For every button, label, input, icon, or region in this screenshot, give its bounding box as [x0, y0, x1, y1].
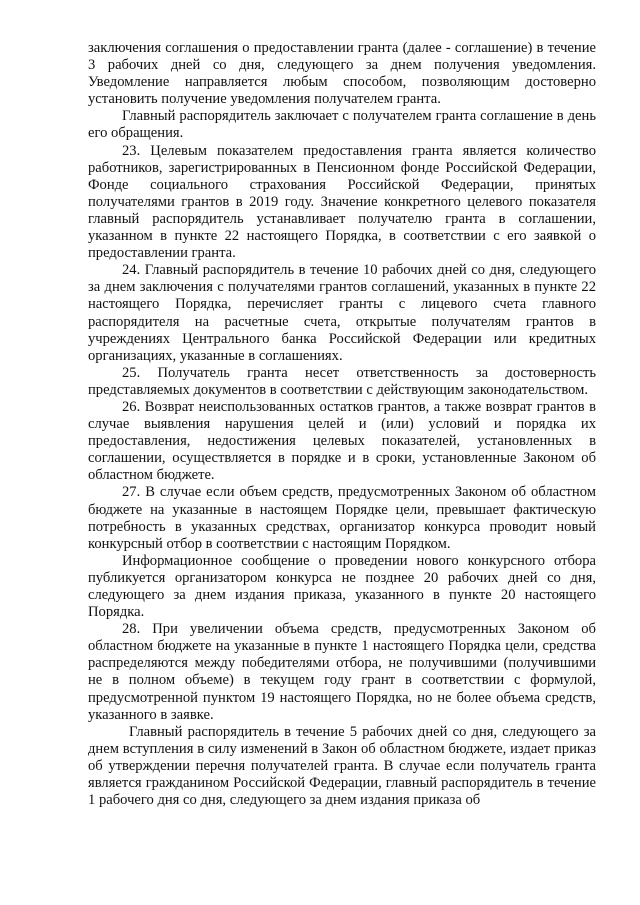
document-page — [88, 40, 596, 809]
paragraph-order-approval: Главный распорядитель в течение 5 рабочих дней со дня, следующего за днем вступления в силу изменений в Закон об областном бюджете, издает приказ об утверждении перечня получателей гранта. В случае если получатель гранта является гражданином Российской Федерации, главный распорядитель в течение 1 рабочего дня со дня, следующего за днем издания приказа об — [88, 723, 596, 809]
paragraph-item-27: 27. В случае если объем средств, предусмотренных Законом об областном бюджете на указанные в настоящем Порядке цели, превышает фактическую потребность в указанных средствах, организатор конкурса проводит новый конкурсный отбор в соответствии с настоящим Порядком. — [88, 484, 596, 552]
paragraph-agreement-conclusion: Главный распорядитель заключает с получателем гранта соглашение в день его обращения. — [88, 108, 596, 142]
paragraph-item-26: 26. Возврат неиспользованных остатков грантов, а также возврат грантов в случае выявления нарушения целей и (или) условий и порядка их предоставления, недостижения целевых показателей, установленных в соглашении, осуществляется в порядке и в сроки, установленные Законом об областном бюджете. — [88, 398, 596, 484]
paragraph-information-notice: Информационное сообщение о проведении нового конкурсного отбора публикуется организатором конкурса не позднее 20 рабочих дней со дня, следующего за днем издания приказа, указанного в пункте 20 настоящего Порядка. — [88, 552, 596, 621]
paragraph-item-23: 23. Целевым показателем предоставления гранта является количество работников, зарегистрированных в Пенсионном фонде Российской Федерации, Фонде социального страхования Российской Федерации, принятых получателями грантов в 2019 году. Значение конкретного целевого показателя главный распорядитель устанавливает получателю гранта в соглашении, указанном в пункте 22 настоящего Порядка, в соответствии с его заявкой о предоставлении гранта. — [88, 142, 596, 262]
paragraph-item-24: 24. Главный распорядитель в течение 10 рабочих дней со дня, следующего за днем заключения с получателями грантов соглашений, указанных в пункте 22 настоящего Порядка, перечисляет гранты с лицевого счета главного распорядителя на расчетные счета, открытые получателям грантов в учреждениях Центрального банка Российской Федерации или кредитных организациях, указанные в соглашениях. — [88, 262, 596, 364]
paragraph-continuation: заключения соглашения о предоставлении гранта (далее - соглашение) в течение 3 рабочих дней со дня, следующего за днем получения уведомления. Уведомление направляется любым способом, позволяющим достоверно установить получение уведомления получателем гранта. — [88, 40, 596, 108]
paragraph-item-25: 25. Получатель гранта несет ответственность за достоверность представляемых документов в соответствии с действующим законодательством. — [88, 364, 596, 398]
paragraph-item-28: 28. При увеличении объема средств, предусмотренных Законом об областном бюджете на указанные в пункте 1 настоящего Порядка цели, средства распределяются между победителями отбора, не получившими (получившими не в полном объеме) в текущем году грант в соответствии с формулой, предусмотренной пунктом 19 настоящего Порядка, но не более объема средств, указанного в заявке. — [88, 621, 596, 723]
